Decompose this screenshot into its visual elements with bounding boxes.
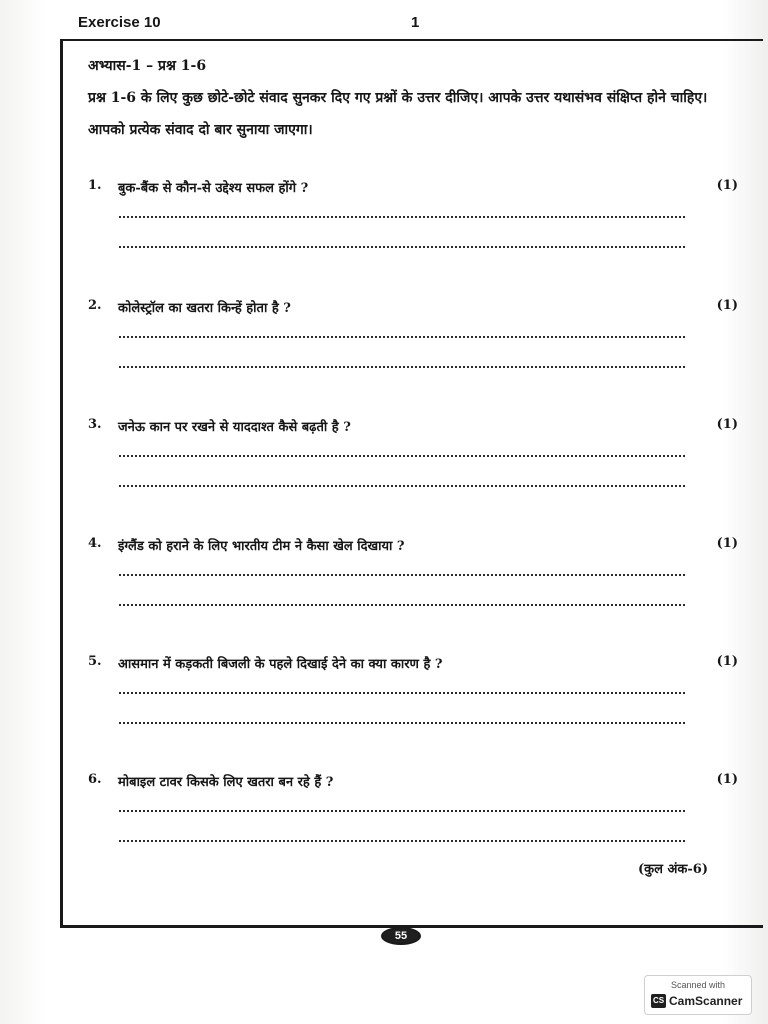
- watermark-brand: CamScanner: [669, 994, 743, 1008]
- answer-line[interactable]: [119, 366, 685, 368]
- question-5: [88, 654, 738, 734]
- question-text: कोलेस्ट्रॉल का खतरा किन्हें होता है ?: [118, 301, 291, 316]
- instructions-text: प्रश्न 1-6 के लिए कुछ छोटे-छोटे संवाद सुनकर दिए गए प्रश्नों के उत्तर दीजिए। आपके उत्तर यथासंभव संक्षिप्त होने चाहिए। आपको प्रत्येक संवाद दो बार सुनाया जाएगा।: [88, 90, 708, 138]
- answer-line[interactable]: [119, 810, 685, 812]
- question-text: इंग्लैंड को हराने के लिए भारतीय टीम ने कैसा खेल दिखाया ?: [118, 539, 405, 554]
- page-number: 1: [411, 14, 420, 31]
- question-number: 1.: [88, 178, 102, 193]
- answer-line[interactable]: [119, 216, 685, 218]
- question-marks: (1): [716, 772, 738, 787]
- section-heading: अभ्यास-1 – प्रश्न 1-6: [88, 58, 207, 74]
- question-marks: (1): [716, 298, 738, 313]
- question-number: 4.: [88, 536, 102, 551]
- question-number: 3.: [88, 417, 102, 432]
- answer-line[interactable]: [119, 574, 685, 576]
- question-3: [88, 417, 738, 497]
- question-number: 2.: [88, 298, 102, 313]
- question-4: [88, 536, 738, 616]
- question-number: 6.: [88, 772, 102, 787]
- question-1: [88, 178, 738, 258]
- question-marks: (1): [716, 178, 738, 193]
- answer-line[interactable]: [119, 455, 685, 457]
- watermark-caption: Scanned with: [671, 980, 726, 990]
- total-marks: (कुल अंक-6): [638, 862, 708, 877]
- question-2: [88, 298, 738, 378]
- question-marks: (1): [716, 536, 738, 551]
- camscanner-watermark: [644, 975, 752, 1015]
- answer-line[interactable]: [119, 604, 685, 606]
- answer-line[interactable]: [119, 840, 685, 842]
- answer-line[interactable]: [119, 485, 685, 487]
- exercise-title: Exercise 10: [78, 14, 161, 31]
- answer-line[interactable]: [119, 246, 685, 248]
- question-number: 5.: [88, 654, 102, 669]
- question-text: मोबाइल टावर किसके लिए खतरा बन रहे हैं ?: [118, 775, 334, 790]
- question-text: जनेऊ कान पर रखने से याददाश्त कैसे बढ़ती है ?: [118, 420, 351, 435]
- camscanner-logo-icon: CS: [651, 994, 666, 1008]
- question-marks: (1): [716, 417, 738, 432]
- answer-line[interactable]: [119, 692, 685, 694]
- question-text: आसमान में कड़कती बिजली के पहले दिखाई देने का क्या कारण है ?: [118, 657, 443, 672]
- question-text: बुक-बैंक से कौन-से उद्देश्य सफल होंगे ?: [118, 181, 309, 196]
- question-6: [88, 772, 738, 852]
- question-marks: (1): [716, 654, 738, 669]
- page-badge: 55: [381, 927, 421, 945]
- answer-line[interactable]: [119, 336, 685, 338]
- answer-line[interactable]: [119, 722, 685, 724]
